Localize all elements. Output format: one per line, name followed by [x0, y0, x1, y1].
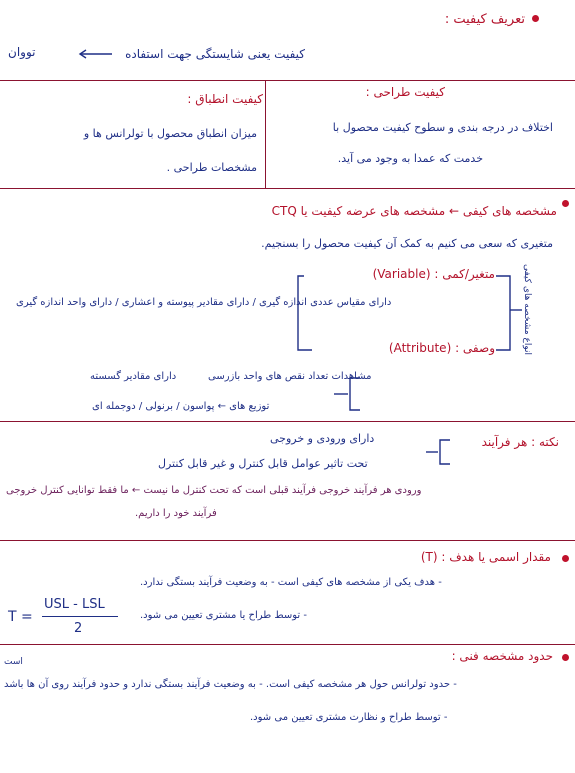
attribute-discrete-values: دارای مقادیر گسسته	[90, 371, 177, 382]
design-quality-line-2: خدمت که عمدا به وجود می آید.	[337, 152, 483, 165]
attribute-distributions: توزیع های ← پواسون / برنولی / دوجمله ای	[92, 401, 270, 412]
bullet-dot	[562, 555, 569, 562]
variable-description: دارای مقیاس عددی اندازه گیری / دارای مقادیر پیوسته و اعشاری / دارای واحد اندازه گیری	[16, 297, 392, 308]
definition-left-word: تووان	[8, 45, 36, 59]
attribute-heading: وصفی : (Attribute)	[388, 341, 495, 355]
conformance-quality-line-2: مشخصات طراحی .	[166, 161, 257, 174]
design-quality-heading: کیفیت طراحی :	[365, 85, 445, 99]
design-quality-line-1: اختلاف در درجه بندی و سطوح کیفیت محصول با	[332, 121, 553, 134]
process-branch-1: دارای ورودی و خروجی	[270, 432, 375, 445]
specification-limits-heading: حدود مشخصه فنی :	[451, 649, 553, 663]
conformance-quality-line-1: میزان انطباق محصول با تولرانس ها و	[83, 127, 257, 140]
spec-limits-line-1: - حدود تولرانس حول هر مشخصه کیفی است. - به وضعیت فرآیند بستگی ندارد و حدود فرآیند روی آن ها باشد	[4, 679, 457, 690]
characteristics-types-vertical-label: انواع مشخصه های کیفی	[522, 264, 532, 355]
quality-characteristics-heading: مشخصه های کیفی ← مشخصه های عرضه کیفیت یا CTQ	[271, 204, 557, 218]
definition-heading: تعریف کیفیت :	[444, 12, 525, 27]
spec-limits-corner-word: است	[4, 657, 23, 667]
note-line-2: فرآیند خود را داریم.	[135, 508, 217, 519]
formula-numerator: USL - LSL	[44, 597, 105, 612]
formula-denominator: 2	[74, 621, 83, 636]
bullet-dot	[532, 15, 539, 22]
target-value-line-2: - توسط طراح یا مشتری تعیین می شود.	[140, 610, 307, 621]
bullet-dot	[562, 200, 569, 207]
bullet-dot	[562, 654, 569, 661]
process-branch-2: تحت تاثیر عوامل قابل کنترل و غیر قابل کنترل	[158, 457, 368, 470]
formula-fraction-bar	[42, 616, 118, 617]
attribute-observations: مشاهدات تعداد نقص های واحد بازرسی	[208, 371, 372, 382]
target-value-line-1: - هدف یکی از مشخصه های کیفی است - به وضعیت فرآیند بستگی ندارد.	[140, 577, 442, 588]
note-line-1: ورودی هر فرآیند خروجی فرآیند قبلی است که تحت کنترل ما نیست ← ما فقط توانایی کنترل خروجی	[6, 485, 422, 496]
definition-line: کیفیت یعنی شایستگی جهت استفاده	[125, 47, 305, 61]
quality-characteristics-line: متغیری که سعی می کنیم به کمک آن کیفیت محصول را بسنجیم.	[261, 237, 553, 250]
conformance-quality-heading: کیفیت انطباق :	[187, 92, 263, 106]
note-heading: نکته : هر فرآیند	[481, 435, 559, 449]
target-value-heading: مقدار اسمی یا هدف : (T)	[420, 550, 551, 564]
spec-limits-line-2: - توسط طراح و نظارت مشتری تعیین می شود.	[250, 712, 448, 723]
variable-heading: متغیر/کمی : (Variable)	[372, 267, 495, 281]
formula-lhs: T =	[8, 609, 33, 625]
